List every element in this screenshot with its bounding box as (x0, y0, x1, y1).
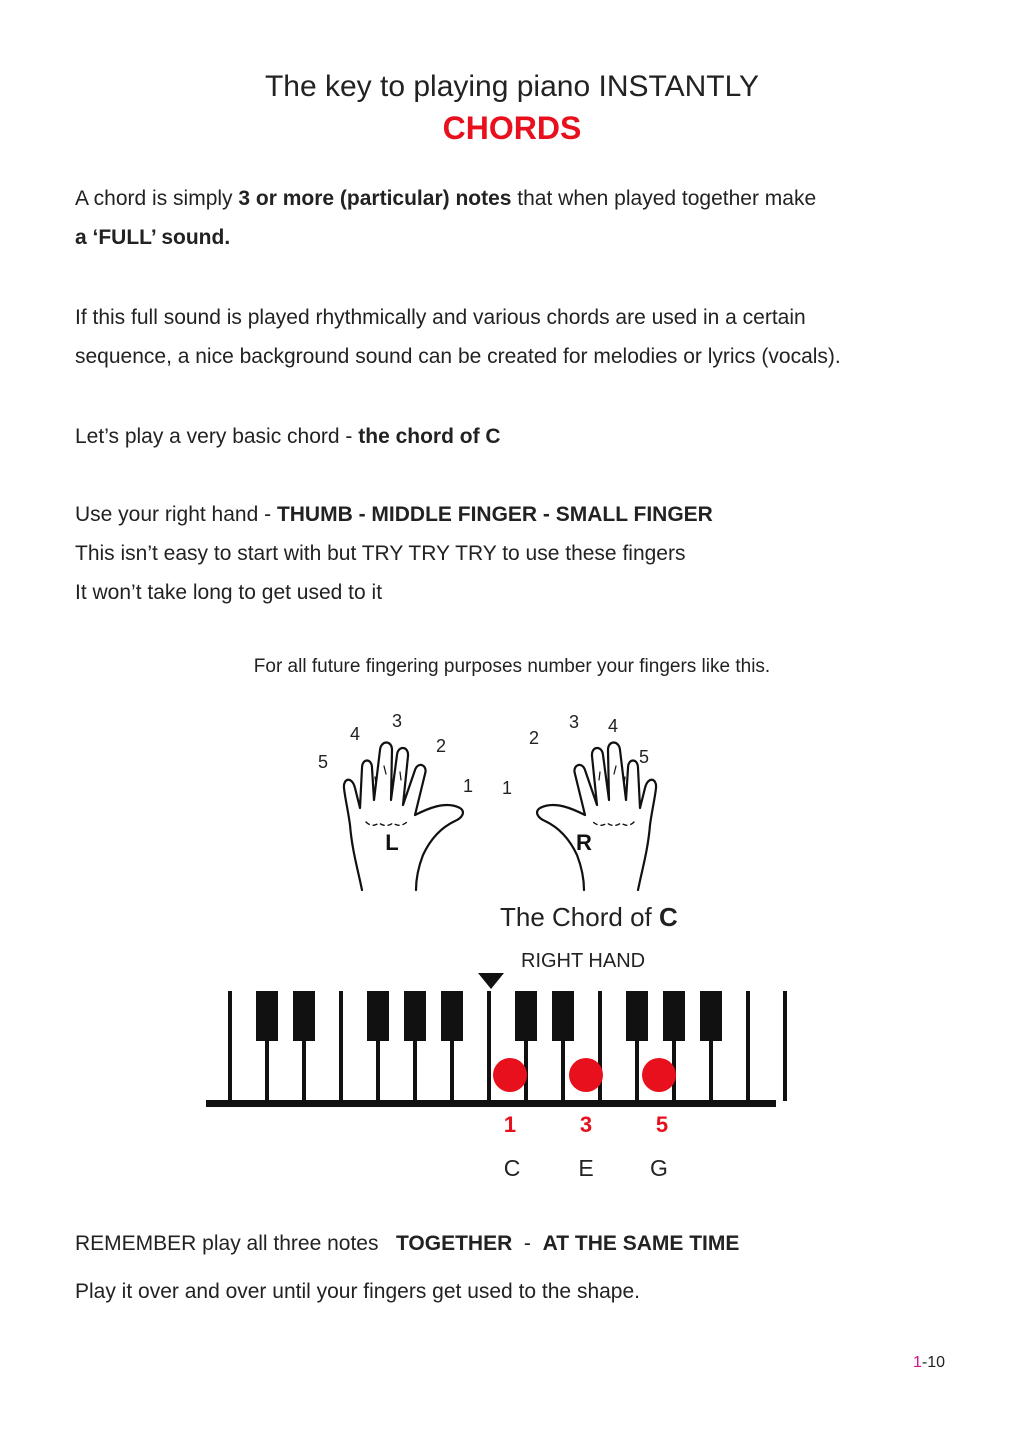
left-finger-2: 2 (435, 736, 447, 756)
p3-bold: the chord of C (358, 425, 501, 448)
chord-note-g: G (650, 1155, 668, 1181)
finger-dot-g (642, 1058, 676, 1092)
black-key (441, 991, 463, 1041)
page-number (880, 1354, 945, 1372)
white-key-edge (746, 991, 750, 1101)
page-number-major: 1 (912, 1354, 922, 1371)
white-key-edge (487, 991, 491, 1101)
p4-bold-fingers: THUMB - MIDDLE FINGER - SMALL FINGER (276, 503, 713, 526)
intro-paragraph-3 (75, 417, 955, 456)
right-hand-label: R (576, 830, 592, 855)
intro-paragraph-2 (75, 298, 955, 376)
p1-text-a: A chord is simply (75, 187, 239, 210)
page-number-rest: -10 (921, 1354, 945, 1371)
p1-bold-full-sound: a ‘FULL’ sound. (75, 226, 231, 249)
white-key-edge (339, 991, 343, 1101)
page-subtitle: CHORDS (442, 110, 582, 146)
chord-title-prefix: The Chord of (500, 902, 659, 932)
p2-line-b: sequence, a nice background sound can be created for melodies or lyrics (vocals). (75, 345, 841, 368)
left-finger-4: 4 (349, 724, 361, 744)
p1-bold: 3 or more (particular) notes (238, 187, 512, 210)
black-key (367, 991, 389, 1041)
left-hand-label: L (385, 830, 399, 855)
black-key (552, 991, 574, 1041)
p1-text-c: that when played together make (511, 187, 817, 210)
black-key (404, 991, 426, 1041)
intro-paragraph-4 (75, 495, 955, 612)
start-marker-icon (478, 973, 504, 989)
black-key (256, 991, 278, 1041)
chord-note-e: E (578, 1155, 594, 1181)
intro-paragraph-1 (75, 179, 955, 257)
practice-paragraph (75, 1272, 955, 1311)
chord-title-note: C (658, 902, 678, 932)
remember-same-time: AT THE SAME TIME (542, 1232, 740, 1255)
remember-text: REMEMBER play all three notes (75, 1232, 396, 1255)
finger-dot-e (569, 1058, 603, 1092)
black-key (515, 991, 537, 1041)
chord-finger-5: 5 (655, 1112, 669, 1137)
left-finger-5: 5 (317, 752, 329, 772)
black-key (293, 991, 315, 1041)
left-hand-icon (344, 743, 463, 891)
p4-line-b: This isn’t easy to start with but TRY TRY TRY to use these fingers (75, 542, 686, 565)
right-finger-4: 4 (607, 716, 619, 736)
right-finger-3: 3 (568, 712, 580, 732)
keyboard-diagram (200, 965, 790, 1185)
p2-line-a: If this full sound is played rhythmically and various chords are used in a certain (75, 306, 806, 329)
left-finger-1: 1 (462, 776, 474, 796)
finger-dot-c (493, 1058, 527, 1092)
right-finger-5: 5 (638, 747, 650, 767)
black-key (700, 991, 722, 1041)
page-title: The key to playing piano INSTANTLY (264, 70, 760, 103)
hands-illustration (300, 700, 700, 895)
keyboard-base (206, 1100, 776, 1107)
chord-title (500, 902, 678, 933)
black-key (663, 991, 685, 1041)
left-finger-3: 3 (391, 711, 403, 731)
practice-text: Play it over and over until your fingers get used to the shape. (75, 1280, 641, 1303)
right-finger-2: 2 (528, 728, 540, 748)
chord-finger-1: 1 (503, 1112, 517, 1137)
chord-note-c: C (503, 1155, 521, 1181)
p4-text: Use your right hand - (75, 503, 277, 526)
right-hand-label-text: RIGHT HAND (521, 950, 646, 972)
remember-dash: - (512, 1232, 543, 1255)
black-key (626, 991, 648, 1041)
chord-finger-3: 3 (579, 1112, 593, 1137)
right-finger-1: 1 (501, 778, 513, 798)
p4-line-c: It won’t take long to get used to it (75, 581, 383, 604)
p3-text: Let’s play a very basic chord - (75, 425, 359, 448)
remember-paragraph (75, 1224, 955, 1263)
fingering-caption: For all future fingering purposes number your fingers like this. (253, 656, 771, 677)
remember-together: TOGETHER (395, 1232, 513, 1255)
white-key-edge (228, 991, 232, 1101)
white-key-edge (783, 991, 787, 1101)
